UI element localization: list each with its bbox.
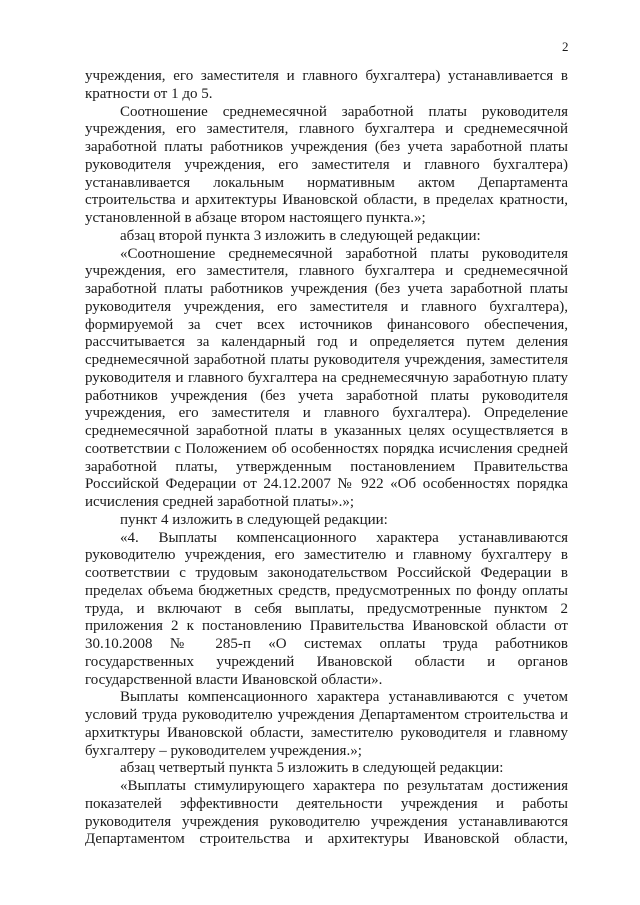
paragraph-1: учреждения, его заместителя и главного бухгалтера) устанавливается в кратности от 1 до 5. — [85, 68, 568, 102]
paragraph-4: «Соотношение среднемесячной заработной платы руководителя учреждения, его заместителя, главного бухгалтера и среднемесячной заработной платы работников учреждения (без учета заработной платы руководителя учреждения, его заместителя и главного бухгалтера), формируемой за счет всех источников финансового обеспечения, рассчитывается за календарный год и определяется путем деления среднемесячной заработной платы руководителя учреждения, заместителя руководителя и главного бухгалтера на среднемесячную заработную плату работников учреждения (без учета заработной платы руководителя учреждения, его заместителя и главного бухгалтера). Определение среднемесячной заработной платы в указанных целях осуществляется в соответствии с Положением об особенностях порядка исчисления средней заработной платы, утвержденным постановлением Правительства Российской Федерации от 24.12.2007 № 922 «Об особенностях порядка исчисления средней заработной платы».»; — [85, 245, 568, 510]
paragraph-6: «4. Выплаты компенсационного характера устанавливаются руководителю учреждения, его заместителю и главному бухгалтеру в соответствии с трудовым законодательством Российской Федерации в пределах объема бюджетных средств, предусмотренных по фонду оплаты труда, и включают в себя выплаты, предусмотренные пунктом 2 приложения 2 к постановлению Правительства Ивановской области от 30.10.2008 № 285-п «О системах оплаты труда работников государственных учреждений Ивановской области и органов государственной власти Ивановской области». — [85, 529, 568, 688]
paragraph-2: Соотношение среднемесячной заработной платы руководителя учреждения, его заместителя, главного бухгалтера и среднемесячной заработной платы работников учреждения (без учета заработной платы руководителя учреждения, его заместителя и главного бухгалтера) устанавливается локальным нормативным актом Департамента строительства и архитектуры Ивановской области, в пределах кратности, установленной в абзаце втором настоящего пункта.»; — [85, 103, 568, 226]
paragraph-3: абзац второй пункта 3 изложить в следующей редакции: — [120, 227, 481, 244]
paragraph-5: пункт 4 изложить в следующей редакции: — [120, 511, 388, 528]
page-number: 2 — [562, 39, 569, 54]
paragraph-7: Выплаты компенсационного характера устанавливаются с учетом условий труда руководителю учреждения Департаментом строительства и архитктуры Ивановской области, заместителю руководителя и главному бухгалтеру – руководителем учреждения.»; — [85, 689, 568, 759]
document-body — [85, 68, 568, 849]
paragraph-9: «Выплаты стимулирующего характера по результатам достижения показателей эффективности деятельности учреждения и работы руководителя учреждения руководителю учреждения устанавливаются Департаментом строительства и архитектуры Ивановской области, — [85, 778, 568, 848]
paragraph-8: абзац четвертый пункта 5 изложить в следующей редакции: — [120, 760, 504, 777]
